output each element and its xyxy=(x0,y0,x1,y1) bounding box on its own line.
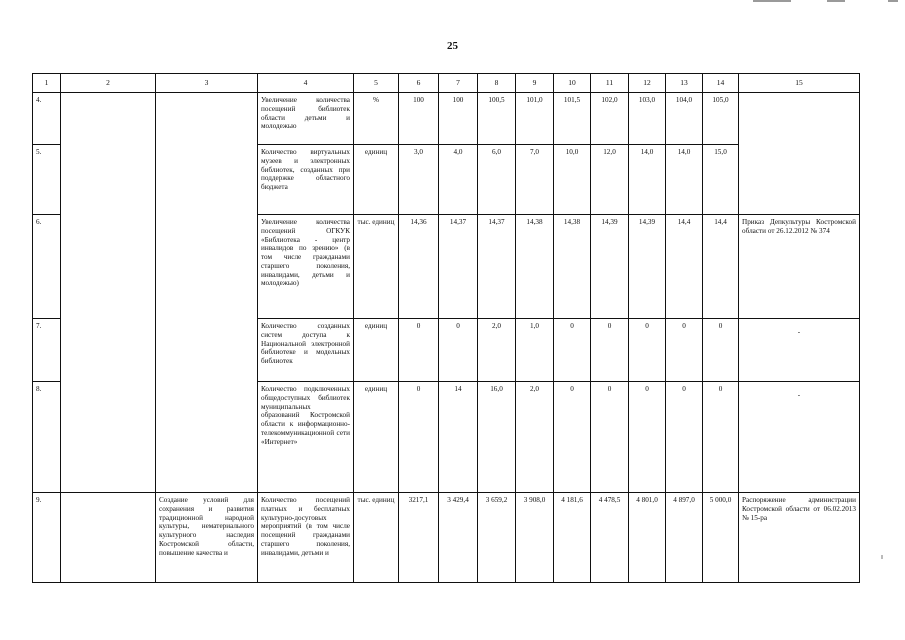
col-header: 6 xyxy=(399,74,439,93)
col-header: 13 xyxy=(666,74,703,93)
value-cell: 0 xyxy=(629,319,666,382)
value-cell: 14,38 xyxy=(554,215,591,319)
value-cell: 14,4 xyxy=(666,215,703,319)
basis-document: Распоряжение администрации Костромской области от 06.02.2013 № 15-ра xyxy=(739,493,860,583)
value-cell: 4 181,6 xyxy=(554,493,591,583)
indicator-name: Количество созданных систем доступа к Национальной электронной библиотеке и модельных библиотек xyxy=(258,319,354,382)
value-cell: 4 478,5 xyxy=(591,493,629,583)
goal-cell xyxy=(61,493,156,583)
event-cell xyxy=(156,93,258,493)
value-cell: 0 xyxy=(554,382,591,493)
value-cell: 15,0 xyxy=(703,145,739,215)
value-cell: 0 xyxy=(399,319,439,382)
value-cell: 0 xyxy=(554,319,591,382)
row-number: 6. xyxy=(33,215,61,319)
unit-cell: единиц xyxy=(354,145,399,215)
row-number: 5. xyxy=(33,145,61,215)
value-cell: 7,0 xyxy=(516,145,554,215)
value-cell: 4 897,0 xyxy=(666,493,703,583)
unit-cell: тыс. единиц xyxy=(354,493,399,583)
value-cell: 14,38 xyxy=(516,215,554,319)
col-header: 9 xyxy=(516,74,554,93)
value-cell: 104,0 xyxy=(666,93,703,145)
value-cell: 2,0 xyxy=(516,382,554,493)
value-cell: 14 xyxy=(439,382,478,493)
value-cell: 3 429,4 xyxy=(439,493,478,583)
basis-document: Приказ Депкультуры Костромской области от 26.12.2012 № 374 xyxy=(739,215,860,319)
indicator-name: Количество подключенных общедоступных библиотек муниципальных образований Костромской области к информационно-телекоммуникационной сети «Интернет» xyxy=(258,382,354,493)
value-cell: 0 xyxy=(666,319,703,382)
value-cell: 0 xyxy=(439,319,478,382)
value-cell: 16,0 xyxy=(478,382,516,493)
value-cell: 0 xyxy=(666,382,703,493)
goal-cell xyxy=(61,93,156,493)
value-cell: 100 xyxy=(399,93,439,145)
value-cell: 0 xyxy=(703,319,739,382)
indicators-table xyxy=(32,73,860,583)
col-header: 1 xyxy=(33,74,61,93)
row-number: 8. xyxy=(33,382,61,493)
table-row xyxy=(33,93,860,145)
row-number: 7. xyxy=(33,319,61,382)
unit-cell: % xyxy=(354,93,399,145)
value-cell: 14,39 xyxy=(591,215,629,319)
value-cell: 3 659,2 xyxy=(478,493,516,583)
value-cell: 0 xyxy=(629,382,666,493)
col-header: 7 xyxy=(439,74,478,93)
value-cell: 14,4 xyxy=(703,215,739,319)
value-cell: 3 908,0 xyxy=(516,493,554,583)
value-cell: 5 000,0 xyxy=(703,493,739,583)
value-cell: 10,0 xyxy=(554,145,591,215)
value-cell: 3217,1 xyxy=(399,493,439,583)
table-row xyxy=(33,493,860,583)
value-cell: 14,37 xyxy=(478,215,516,319)
value-cell: 101,5 xyxy=(554,93,591,145)
basis-document xyxy=(739,319,860,382)
col-header: 10 xyxy=(554,74,591,93)
basis-document-dash: - xyxy=(797,328,801,336)
value-cell: 12,0 xyxy=(591,145,629,215)
basis-document xyxy=(739,93,860,215)
value-cell: 14,0 xyxy=(666,145,703,215)
value-cell: 100,5 xyxy=(478,93,516,145)
indicator-name: Увеличение количества посещений ОГКУК «Библиотека - центр инвалидов по зрению» (в том числе гражданами старшего поколения, инвалидами, детьми и молодежью) xyxy=(258,215,354,319)
col-header: 4 xyxy=(258,74,354,93)
value-cell: 0 xyxy=(591,319,629,382)
col-header: 2 xyxy=(61,74,156,93)
col-header: 12 xyxy=(629,74,666,93)
value-cell: 2,0 xyxy=(478,319,516,382)
value-cell: 14,37 xyxy=(439,215,478,319)
value-cell: 0 xyxy=(399,382,439,493)
value-cell: 4,0 xyxy=(439,145,478,215)
indicator-name: Количество виртуальных музеев и электронных библиотек, созданных при поддержке областного бюджета xyxy=(258,145,354,215)
row-number: 4. xyxy=(33,93,61,145)
value-cell: 103,0 xyxy=(629,93,666,145)
col-header: 11 xyxy=(591,74,629,93)
indicator-name: Количество посещений платных и бесплатных культурно-досуговых мероприятий (в том числе посещений гражданами старшего поколения, инвалидами, детьми и xyxy=(258,493,354,583)
value-cell: 1,0 xyxy=(516,319,554,382)
unit-cell: тыс. единиц xyxy=(354,215,399,319)
value-cell: 14,36 xyxy=(399,215,439,319)
col-header: 15 xyxy=(739,74,860,93)
header-row xyxy=(33,74,860,93)
event-description: Создание условий для сохранения и развития традиционной народной культуры, нематериального культурного наследия Костромской области, повышение качества и xyxy=(156,493,258,583)
basis-document-dash: - xyxy=(797,391,801,399)
value-cell: 14,0 xyxy=(629,145,666,215)
scan-speck xyxy=(881,555,883,559)
col-header: 8 xyxy=(478,74,516,93)
row-number: 9. xyxy=(33,493,61,583)
col-header: 14 xyxy=(703,74,739,93)
basis-document xyxy=(739,382,860,493)
scan-edge-marks xyxy=(745,0,905,6)
value-cell: 0 xyxy=(591,382,629,493)
unit-cell: единиц xyxy=(354,382,399,493)
value-cell: 4 801,0 xyxy=(629,493,666,583)
value-cell: 105,0 xyxy=(703,93,739,145)
col-header: 3 xyxy=(156,74,258,93)
value-cell: 100 xyxy=(439,93,478,145)
value-cell: 6,0 xyxy=(478,145,516,215)
value-cell: 14,39 xyxy=(629,215,666,319)
unit-cell: единиц xyxy=(354,319,399,382)
page-number: 25 xyxy=(447,40,458,52)
value-cell: 3,0 xyxy=(399,145,439,215)
value-cell: 0 xyxy=(703,382,739,493)
value-cell: 102,0 xyxy=(591,93,629,145)
value-cell: 101,0 xyxy=(516,93,554,145)
col-header: 5 xyxy=(354,74,399,93)
indicator-name: Увеличение количества посещений библиотек области детьми и молодежью xyxy=(258,93,354,145)
